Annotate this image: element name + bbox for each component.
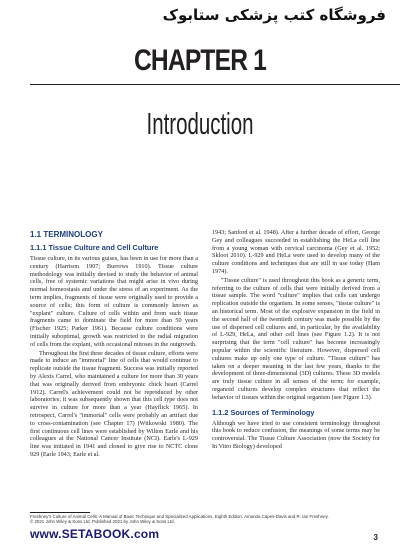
right-column [212, 229, 380, 511]
chapter-divider [30, 84, 400, 85]
paragraph: Throughout the first three decades of tissue culture, efforts were made to induce an "immortal" line of cells that would continue to replicate outside the tissue fragment. Success was initially reported by Alexis Carrel, who maintained a culture for more than 30 years that was originally derived from embryonic chick heart (Carrel 1912). Carrel's achievement could not be reproduced by other laboratories; it was subsequently shown that this cell type does not survive in culture for more than a year (Hayflick 1965). In retrospect, Carrel's "immortal" cells were probably an artifact due to cross-contamination (see Chapter 17) (Witkowski 1980). The first continuous cell lines were established by Wilton Earle and his colleagues at the National Cancer Institute (NCI). Earle's L-929 line was initiated in 1941 and cloned to give rise to NCTC clone 929 (Earle 1943; Earle et al. [30, 349, 198, 458]
subsection-heading-1: 1.1.1 Tissue Culture and Cell Culture [30, 243, 159, 252]
watermark-url: www.SETABOOK.com [30, 527, 160, 541]
page-number: 3 [373, 533, 378, 542]
left-column [30, 229, 198, 511]
footnote-copyright: © 2021 John Wiley & Sons Ltd. Published 2021 by John Wiley & Sons Ltd. [30, 519, 175, 525]
section-heading: 1.1 TERMINOLOGY [30, 230, 103, 239]
chapter-label: CHAPTER 1 [133, 44, 267, 77]
store-banner: فروشگاه کتب پزشکی ستابوک [162, 6, 386, 24]
body-columns [30, 229, 380, 511]
paragraph: Tissue culture, in its various guises, has been in use for more than a century (Harrison 1907; Burrows 1910). Tissue culture methodology was initially devised to study the behavior of animal cells, free of systemic variations that might arise in vivo during normal homeostasis and under the stress of an experiment. As the term implies, fragments of tissue were originally used to provide a source of cells; this form of culture is commonly known as "explant" culture. Culture of cells within and from such tissue fragments came to dominate the field for more than 50 years (Fischer 1925; Parker 1961). Because culture conditions were initially suboptimal, growth was restricted to the radial migration of cells from the explant, with occasional mitoses in the outgrowth. [30, 255, 198, 348]
footnote [30, 514, 360, 525]
paragraph: Although we have tried to use consistent terminology throughout this book to reduce confusion, the meanings of some terms may be controversial. The Tissue Culture Association (now the Society for In Vitro Biology) developed [212, 419, 380, 450]
paragraph: 1943; Sanford et al. 1948). After a further decade of effort, George Gey and colleagues succeeded in establishing the HeLa cell line from a young woman with cervical carcinoma (Gey et al. 1952; Skloot 2010). L-929 and HeLa were used to develop many of the culture conditions and techniques that are still in use today (Ham 1974). [212, 229, 380, 275]
footnote-citation: Freshney's Culture of Animal Cells: A Manual of Basic Technique and Specialized Applications, Eighth Edition. Amanda Capes-Davis and R. Ian Freshney. [30, 514, 329, 519]
chapter-title: Introduction [146, 106, 254, 141]
paragraph: "Tissue culture" is used throughout this book as a generic term, referring to the culture of cells that were initially derived from a tissue sample. The word "culture" implies that cells can undergo replication outside the organism. In some senses, "tissue culture" is an historical term. Most of the explosive expansion in the field in the second half of the twentieth century was made possible by the use of dispersed cell cultures and, in particular, by the availability of L-929, HeLa, and other cell lines (see Figure 1.2). It is not surprising that the term "cell culture" has become increasingly popular within the scientific literature. However, dispersed cell cultures make up only one type of culture. "Tissue culture" has taken on a deeper meaning in the last few years, thanks to the development of three-dimensional (3D) cultures. These 3D models are truly tissue culture in all senses of the term; for example, organoid cultures develop complex structures that reflect the behavior of tissues within the original organism (see Figure 1.3). [212, 276, 380, 401]
footnote-divider [30, 512, 90, 513]
subsection-heading-2: 1.1.2 Sources of Terminology [212, 407, 315, 417]
